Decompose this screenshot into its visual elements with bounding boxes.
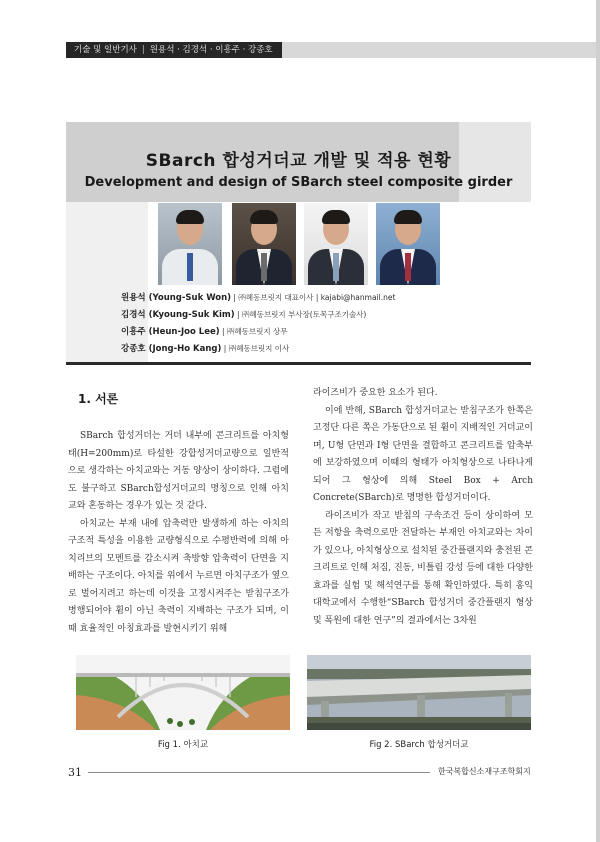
author-affiliation: | ㈜혜동브릿지 이사: [221, 344, 290, 353]
author-affiliation: | ㈜혜동브릿지 상무: [219, 327, 288, 336]
girder-bridge-photo: [307, 655, 531, 730]
author-photo: [304, 203, 368, 285]
author-photo: [376, 203, 440, 285]
page-edge-strip: [596, 0, 600, 842]
author-line: [121, 343, 289, 355]
paragraph: 라이즈비가 작고 받침의 구속조건 등이 상이하여 모든 저항을 축력으로만 전달하는 부재인 아치교와는 차이가 있으나, 아치형상으로 설치된 중간플랜지와 충전된 콘크리트로 인해 처짐, 진동, 비틀림 강성 등에 대한 다양한 효과를 실험 및 해석연구를 통해 확인하였다. 특히 홍익대학교에서 수행한“SBarch 합성거더 중간플랜지 형상 및 폭원에 대한 연구”의 결과에서는 3차원: [313, 510, 533, 626]
figure-girder-bridge: [307, 655, 531, 730]
body-column-left: [68, 428, 289, 638]
author-name: 원용석 (Young-Suk Won): [121, 293, 232, 303]
author-line: [121, 309, 366, 321]
title-block-rule: [66, 362, 531, 365]
page-number: 31: [68, 766, 82, 779]
paragraph: 아치교는 부재 내에 압축력만 발생하게 하는 아치의 구조적 특성을 이용한 교량형식으로 수평반력에 의해 아치리브의 모멘트를 감소시켜 축방향 압축력이 단면을 지배하는 구조이다. 아치를 위에서 누르면 아치구조가 옆으로 벌어지려고 하는데 이것을 고정시켜주는 받침구조가 병행되어야 휨이 아닌 축력이 지배하는 구조가 되며, 이때 효율적인 아칭효과를 발현시키기 위해: [68, 518, 289, 634]
author-band-side: [66, 202, 148, 362]
figure-caption: Fig 2. SBarch 합성거더교: [369, 740, 469, 750]
category-label: 기술 및 일반기사: [74, 45, 137, 55]
paragraph: 라이즈비가 중요한 요소가 된다.: [313, 388, 438, 398]
title-english: Development and design of SBarch steel composite girder: [84, 175, 513, 190]
author-affiliation: | ㈜혜동브릿지 대표이사 | kajabi@hanmail.net: [231, 293, 396, 302]
journal-name: 한국복합신소재구조학회지: [438, 767, 531, 776]
arch-bridge-illustration: [76, 655, 290, 730]
author-photo: [158, 203, 222, 285]
author-affiliation: | ㈜혜동브릿지 부사장(토목구조기술사): [234, 310, 367, 319]
category-strip: [282, 42, 600, 58]
author-photo: [232, 203, 296, 285]
paragraph: SBarch 합성거더는 거더 내부에 콘크리트를 아치형태(H=200mm)로 타설한 강합성거더교량으로 일반적으로 생각하는 아치교와는 거동 양상이 상이하다. 그럼에도 불구하고 SBarch합성거더교의 명칭으로 인해 아치교와 혼동하는 경우가 있는 것 같다.: [68, 431, 289, 511]
running-header: 기술 및 일반기사 | 원용석 · 김경석 · 이흥주 · 강종호: [74, 45, 273, 55]
footer-rule: [88, 772, 430, 773]
author-line: [121, 292, 395, 304]
author-name: 이흥주 (Heun-Joo Lee): [121, 327, 220, 337]
author-name: 강종호 (Jong-Ho Kang): [121, 344, 222, 354]
figure-arch-bridge: [76, 655, 290, 730]
section-heading: 1. 서론: [78, 392, 119, 406]
body-column-right: [313, 385, 533, 630]
title-korean: SBarch 합성거더교 개발 및 적용 현황: [145, 151, 452, 171]
header-authors: 원용석 · 김경석 · 이흥주 · 강종호: [149, 45, 273, 55]
paragraph: 이에 반해, SBarch 합성거더교는 받침구조가 한쪽은 고정단 다른 쪽은 가동단으로 된 휨이 지배적인 거더교이며, U형 단면과 I형 단면을 결합하고 콘크리트를 압축부에 보강하였으며 이때의 형태가 아치형상으로 나타나게 되어 그 형상에 의해 Steel Box + Arch Concrete(SBarch)로 명명한 합성거더이다.: [313, 405, 533, 503]
author-line: [121, 326, 288, 338]
author-name: 김경석 (Kyoung-Suk Kim): [121, 310, 235, 320]
figure-caption: Fig 1. 아치교: [157, 740, 209, 750]
